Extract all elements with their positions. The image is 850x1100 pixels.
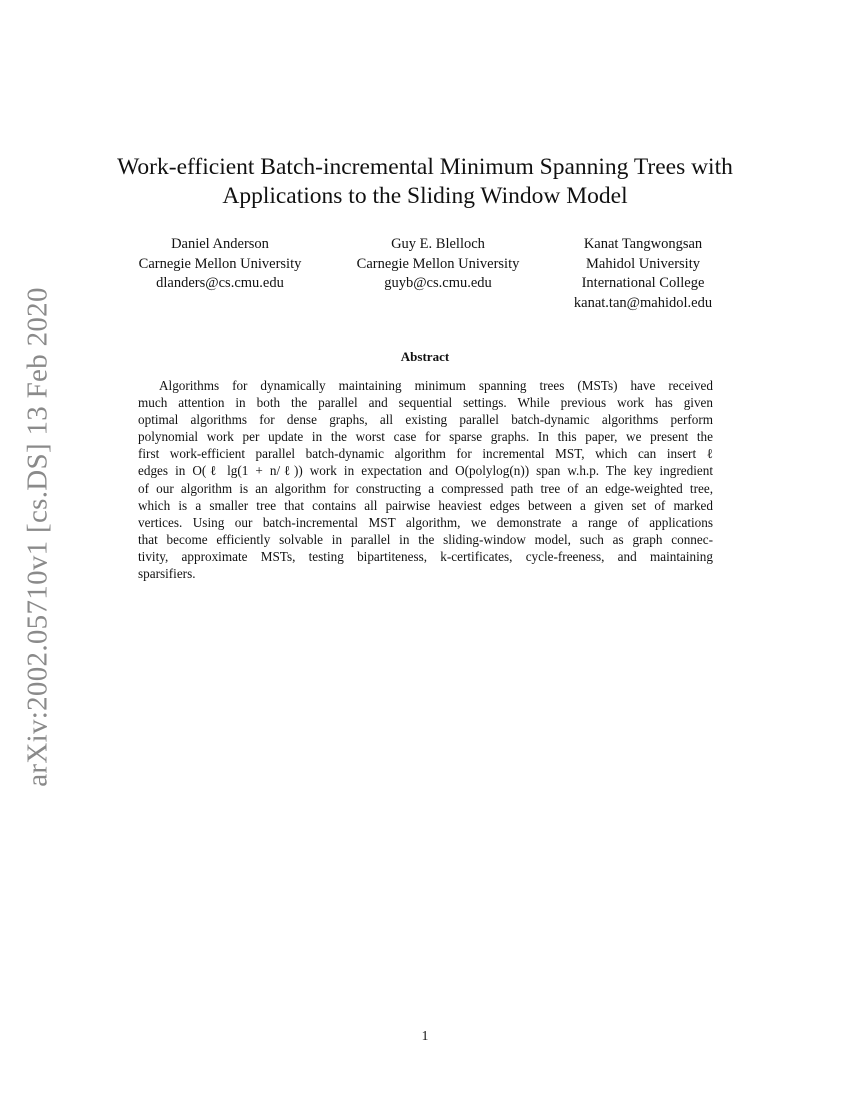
title-line: Applications to the Sliding Window Model [222, 183, 628, 209]
abstract-body [138, 377, 713, 582]
abstract-line: sparsifiers. [138, 566, 196, 582]
abstract-line: first work-efficient parallel batch-dynamic algorithm for incremental MST, which can insert ℓ [138, 446, 713, 462]
arxiv-identifier: arXiv:2002.05710v1 [cs.DS] 13 Feb 2020 [21, 287, 54, 787]
abstract-line: polynomial work per update in the worst case for sparse graphs. In this paper, we present the [138, 429, 713, 445]
author-email: dlanders@cs.cmu.edu [156, 275, 284, 291]
author-name: Guy E. Blelloch [391, 236, 485, 252]
author-email: guyb@cs.cmu.edu [384, 275, 492, 291]
paper-title [100, 153, 750, 211]
author-affiliation: Carnegie Mellon University [356, 255, 520, 272]
abstract-line: optimal algorithms for dense graphs, all existing parallel batch-dynamic algorithms perform [138, 412, 713, 428]
author-name: Kanat Tangwongsan [583, 236, 703, 252]
abstract-line: Algorithms for dynamically maintaining minimum spanning trees (MSTs) have received [159, 378, 713, 393]
abstract-line: which is a smaller tree that contains all pairwise heaviest edges between a given set of marked [138, 497, 713, 513]
author-guy-blelloch [338, 235, 538, 294]
author-email: kanat.tan@mahidol.edu [573, 294, 713, 311]
author-affiliation: Carnegie Mellon University [138, 255, 302, 272]
author-daniel-anderson [120, 235, 320, 294]
abstract-line: vertices. Using our batch-incremental MST algorithm, we demonstrate a range of applications [138, 514, 713, 530]
abstract-line: much attention in both the parallel and sequential settings. While previous work has given [138, 395, 713, 411]
author-block [0, 235, 850, 315]
author-affiliation: Mahidol University [586, 255, 700, 272]
abstract-line: tivity, approximate MSTs, testing bipartiteness, k-certificates, cycle-freeness, and maintaining [138, 548, 713, 564]
abstract-line: edges in O(ℓ lg(1 + n/ℓ)) work in expectation and O(polylog(n)) span w.h.p. The key ingredient [138, 463, 713, 479]
abstract-heading: Abstract [400, 349, 450, 364]
author-name: Daniel Anderson [171, 236, 269, 252]
author-affiliation: International College [581, 275, 705, 291]
title-line: Work-efficient Batch-incremental Minimum Spanning Trees with [117, 154, 733, 180]
page-number: 1 [421, 1028, 429, 1043]
author-kanat-tangwongsan [548, 235, 738, 313]
abstract-line: that become efficiently solvable in parallel in the sliding-window model, such as graph connec- [138, 531, 713, 547]
abstract-line: of our algorithm is an algorithm for constructing a compressed path tree of an edge-weighted tree, [138, 480, 713, 496]
